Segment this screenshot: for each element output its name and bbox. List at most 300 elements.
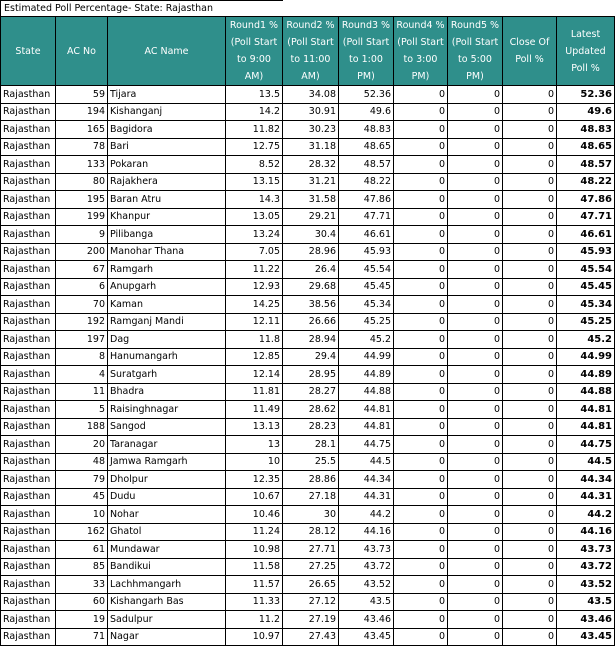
cell-round4: 0 — [394, 313, 448, 331]
table-row — [1, 471, 615, 489]
cell-ac-name: Bari — [108, 138, 226, 156]
cell-round4: 0 — [394, 366, 448, 384]
cell-ac-no: 59 — [56, 86, 108, 104]
cell-round2: 28.1 — [283, 436, 339, 454]
cell-round4: 0 — [394, 576, 448, 594]
cell-latest-updated: 43.5 — [557, 593, 615, 611]
cell-round3: 48.22 — [339, 173, 394, 191]
cell-round3: 45.25 — [339, 313, 394, 331]
cell-round1: 13.15 — [226, 173, 283, 191]
cell-round3: 43.73 — [339, 541, 394, 559]
table-row — [1, 401, 615, 419]
cell-round3: 49.6 — [339, 103, 394, 121]
cell-round1: 11.49 — [226, 401, 283, 419]
cell-round4: 0 — [394, 86, 448, 104]
cell-round4: 0 — [394, 261, 448, 279]
cell-close-of-poll: 0 — [503, 173, 557, 191]
cell-round3: 46.61 — [339, 226, 394, 244]
cell-latest-updated: 48.65 — [557, 138, 615, 156]
cell-latest-updated: 44.99 — [557, 348, 615, 366]
cell-state: Rajasthan — [1, 453, 56, 471]
cell-state: Rajasthan — [1, 383, 56, 401]
cell-ac-name: Ramgarh — [108, 261, 226, 279]
cell-ac-no: 45 — [56, 488, 108, 506]
cell-state: Rajasthan — [1, 156, 56, 174]
cell-ac-no: 195 — [56, 191, 108, 209]
cell-latest-updated: 43.52 — [557, 576, 615, 594]
cell-ac-no: 10 — [56, 506, 108, 524]
cell-round2: 30.4 — [283, 226, 339, 244]
cell-state: Rajasthan — [1, 436, 56, 454]
cell-latest-updated: 44.81 — [557, 401, 615, 419]
cell-round3: 45.34 — [339, 296, 394, 314]
cell-round3: 44.75 — [339, 436, 394, 454]
cell-round1: 11.33 — [226, 593, 283, 611]
cell-ac-no: 162 — [56, 523, 108, 541]
cell-round2: 38.56 — [283, 296, 339, 314]
cell-round3: 44.81 — [339, 401, 394, 419]
cell-close-of-poll: 0 — [503, 313, 557, 331]
header-round3: Round3 %(Poll Start to 1:00 PM) — [339, 17, 394, 86]
cell-state: Rajasthan — [1, 611, 56, 629]
cell-close-of-poll: 0 — [503, 628, 557, 646]
cell-round3: 44.5 — [339, 453, 394, 471]
cell-round3: 47.86 — [339, 191, 394, 209]
cell-ac-no: 199 — [56, 208, 108, 226]
cell-ac-no: 192 — [56, 313, 108, 331]
cell-round4: 0 — [394, 191, 448, 209]
cell-round4: 0 — [394, 523, 448, 541]
cell-round2: 28.62 — [283, 401, 339, 419]
cell-round2: 27.12 — [283, 593, 339, 611]
cell-round4: 0 — [394, 436, 448, 454]
cell-round2: 30.23 — [283, 121, 339, 139]
cell-state: Rajasthan — [1, 506, 56, 524]
cell-ac-no: 20 — [56, 436, 108, 454]
cell-ac-name: Kishanganj — [108, 103, 226, 121]
cell-ac-no: 48 — [56, 453, 108, 471]
cell-latest-updated: 45.45 — [557, 278, 615, 296]
cell-ac-no: 200 — [56, 243, 108, 261]
table-row — [1, 506, 615, 524]
cell-close-of-poll: 0 — [503, 558, 557, 576]
cell-ac-no: 165 — [56, 121, 108, 139]
cell-round5: 0 — [448, 628, 503, 646]
cell-state: Rajasthan — [1, 576, 56, 594]
cell-round4: 0 — [394, 331, 448, 349]
cell-round5: 0 — [448, 296, 503, 314]
cell-round5: 0 — [448, 576, 503, 594]
cell-round4: 0 — [394, 156, 448, 174]
cell-round5: 0 — [448, 418, 503, 436]
cell-round4: 0 — [394, 103, 448, 121]
cell-ac-name: Nohar — [108, 506, 226, 524]
header-round1: Round1 %(Poll Start to 9:00 AM) — [226, 17, 283, 86]
cell-ac-no: 85 — [56, 558, 108, 576]
cell-ac-no: 71 — [56, 628, 108, 646]
cell-round1: 10.98 — [226, 541, 283, 559]
cell-round3: 45.54 — [339, 261, 394, 279]
cell-round4: 0 — [394, 208, 448, 226]
cell-latest-updated: 46.61 — [557, 226, 615, 244]
cell-ac-name: Dholpur — [108, 471, 226, 489]
cell-round5: 0 — [448, 401, 503, 419]
cell-ac-name: Pilibanga — [108, 226, 226, 244]
cell-round5: 0 — [448, 103, 503, 121]
cell-state: Rajasthan — [1, 103, 56, 121]
cell-round1: 11.58 — [226, 558, 283, 576]
cell-state: Rajasthan — [1, 418, 56, 436]
cell-round2: 26.4 — [283, 261, 339, 279]
cell-state: Rajasthan — [1, 401, 56, 419]
cell-round2: 27.25 — [283, 558, 339, 576]
cell-round1: 11.57 — [226, 576, 283, 594]
cell-state: Rajasthan — [1, 296, 56, 314]
cell-latest-updated: 48.22 — [557, 173, 615, 191]
cell-ac-name: Hanumangarh — [108, 348, 226, 366]
table-row — [1, 226, 615, 244]
cell-round1: 12.85 — [226, 348, 283, 366]
cell-close-of-poll: 0 — [503, 331, 557, 349]
cell-close-of-poll: 0 — [503, 103, 557, 121]
cell-round4: 0 — [394, 243, 448, 261]
cell-round3: 44.81 — [339, 418, 394, 436]
cell-round4: 0 — [394, 401, 448, 419]
cell-ac-name: Lachhmangarh — [108, 576, 226, 594]
cell-round4: 0 — [394, 138, 448, 156]
cell-close-of-poll: 0 — [503, 86, 557, 104]
cell-round5: 0 — [448, 86, 503, 104]
cell-state: Rajasthan — [1, 208, 56, 226]
cell-state: Rajasthan — [1, 488, 56, 506]
cell-ac-name: Rajakhera — [108, 173, 226, 191]
cell-latest-updated: 43.46 — [557, 611, 615, 629]
cell-state: Rajasthan — [1, 191, 56, 209]
cell-ac-no: 4 — [56, 366, 108, 384]
cell-close-of-poll: 0 — [503, 121, 557, 139]
header-ac-name: AC Name — [108, 17, 226, 86]
cell-round2: 26.65 — [283, 576, 339, 594]
cell-round1: 12.93 — [226, 278, 283, 296]
cell-round5: 0 — [448, 191, 503, 209]
cell-round3: 44.89 — [339, 366, 394, 384]
cell-round3: 43.46 — [339, 611, 394, 629]
cell-round3: 44.31 — [339, 488, 394, 506]
cell-round1: 11.81 — [226, 383, 283, 401]
table-row — [1, 278, 615, 296]
table-row — [1, 103, 615, 121]
cell-round5: 0 — [448, 523, 503, 541]
cell-ac-name: Mundawar — [108, 541, 226, 559]
cell-ac-no: 60 — [56, 593, 108, 611]
table-row — [1, 191, 615, 209]
table-row — [1, 173, 615, 191]
cell-latest-updated: 52.36 — [557, 86, 615, 104]
cell-round4: 0 — [394, 173, 448, 191]
cell-latest-updated: 48.57 — [557, 156, 615, 174]
cell-round1: 10.46 — [226, 506, 283, 524]
cell-round2: 31.21 — [283, 173, 339, 191]
cell-close-of-poll: 0 — [503, 156, 557, 174]
table-row — [1, 296, 615, 314]
cell-round2: 28.96 — [283, 243, 339, 261]
cell-round3: 43.45 — [339, 628, 394, 646]
cell-round2: 31.58 — [283, 191, 339, 209]
header-close-of-poll: Close Of Poll % — [503, 17, 557, 86]
cell-ac-name: Bhadra — [108, 383, 226, 401]
cell-close-of-poll: 0 — [503, 523, 557, 541]
header-round5: Round5 %(Poll Start to 5:00 PM) — [448, 17, 503, 86]
cell-round5: 0 — [448, 348, 503, 366]
cell-round4: 0 — [394, 506, 448, 524]
cell-round2: 28.12 — [283, 523, 339, 541]
cell-round4: 0 — [394, 541, 448, 559]
cell-latest-updated: 44.81 — [557, 418, 615, 436]
table-row — [1, 453, 615, 471]
cell-ac-name: Ghatol — [108, 523, 226, 541]
cell-ac-no: 33 — [56, 576, 108, 594]
cell-ac-name: Dudu — [108, 488, 226, 506]
cell-ac-no: 194 — [56, 103, 108, 121]
cell-ac-name: Sadulpur — [108, 611, 226, 629]
cell-round3: 48.83 — [339, 121, 394, 139]
cell-round1: 11.22 — [226, 261, 283, 279]
cell-state: Rajasthan — [1, 243, 56, 261]
cell-close-of-poll: 0 — [503, 191, 557, 209]
table-row — [1, 436, 615, 454]
header-round4: Round4 %(Poll Start to 3:00 PM) — [394, 17, 448, 86]
cell-round4: 0 — [394, 611, 448, 629]
table-row — [1, 261, 615, 279]
cell-state: Rajasthan — [1, 226, 56, 244]
cell-round5: 0 — [448, 121, 503, 139]
table-row — [1, 366, 615, 384]
cell-round2: 28.95 — [283, 366, 339, 384]
header-round2: Round2 %(Poll Start to 11:00 AM) — [283, 17, 339, 86]
cell-round2: 29.4 — [283, 348, 339, 366]
cell-round3: 45.2 — [339, 331, 394, 349]
cell-close-of-poll: 0 — [503, 541, 557, 559]
cell-close-of-poll: 0 — [503, 488, 557, 506]
cell-round2: 29.68 — [283, 278, 339, 296]
cell-ac-no: 70 — [56, 296, 108, 314]
cell-state: Rajasthan — [1, 261, 56, 279]
cell-latest-updated: 47.71 — [557, 208, 615, 226]
cell-round5: 0 — [448, 593, 503, 611]
cell-round5: 0 — [448, 558, 503, 576]
cell-round2: 27.18 — [283, 488, 339, 506]
cell-ac-no: 79 — [56, 471, 108, 489]
cell-round4: 0 — [394, 453, 448, 471]
cell-round1: 13.5 — [226, 86, 283, 104]
cell-latest-updated: 48.83 — [557, 121, 615, 139]
cell-latest-updated: 45.54 — [557, 261, 615, 279]
cell-state: Rajasthan — [1, 313, 56, 331]
cell-round3: 44.34 — [339, 471, 394, 489]
cell-close-of-poll: 0 — [503, 278, 557, 296]
cell-state: Rajasthan — [1, 523, 56, 541]
cell-latest-updated: 45.34 — [557, 296, 615, 314]
cell-latest-updated: 49.6 — [557, 103, 615, 121]
cell-round1: 12.14 — [226, 366, 283, 384]
cell-round4: 0 — [394, 383, 448, 401]
cell-round2: 28.23 — [283, 418, 339, 436]
cell-round5: 0 — [448, 611, 503, 629]
cell-close-of-poll: 0 — [503, 296, 557, 314]
cell-ac-name: Kaman — [108, 296, 226, 314]
cell-round3: 45.45 — [339, 278, 394, 296]
cell-latest-updated: 44.75 — [557, 436, 615, 454]
cell-close-of-poll: 0 — [503, 418, 557, 436]
cell-round5: 0 — [448, 208, 503, 226]
cell-ac-name: Bagidora — [108, 121, 226, 139]
cell-close-of-poll: 0 — [503, 348, 557, 366]
cell-ac-no: 78 — [56, 138, 108, 156]
cell-close-of-poll: 0 — [503, 226, 557, 244]
cell-round5: 0 — [448, 313, 503, 331]
header-row — [1, 17, 615, 86]
cell-state: Rajasthan — [1, 121, 56, 139]
cell-round4: 0 — [394, 226, 448, 244]
cell-round4: 0 — [394, 348, 448, 366]
cell-ac-name: Kishangarh Bas — [108, 593, 226, 611]
cell-round5: 0 — [448, 156, 503, 174]
cell-state: Rajasthan — [1, 173, 56, 191]
cell-round3: 48.65 — [339, 138, 394, 156]
cell-close-of-poll: 0 — [503, 383, 557, 401]
cell-round5: 0 — [448, 541, 503, 559]
cell-state: Rajasthan — [1, 138, 56, 156]
cell-round4: 0 — [394, 296, 448, 314]
cell-round5: 0 — [448, 243, 503, 261]
cell-ac-no: 19 — [56, 611, 108, 629]
cell-round5: 0 — [448, 488, 503, 506]
cell-state: Rajasthan — [1, 366, 56, 384]
table-row — [1, 611, 615, 629]
cell-round5: 0 — [448, 278, 503, 296]
cell-round2: 30.91 — [283, 103, 339, 121]
cell-round5: 0 — [448, 226, 503, 244]
cell-round4: 0 — [394, 418, 448, 436]
cell-state: Rajasthan — [1, 471, 56, 489]
cell-round5: 0 — [448, 383, 503, 401]
table-row — [1, 383, 615, 401]
cell-round1: 10 — [226, 453, 283, 471]
cell-round1: 14.25 — [226, 296, 283, 314]
cell-round2: 25.5 — [283, 453, 339, 471]
cell-round1: 13.24 — [226, 226, 283, 244]
cell-round5: 0 — [448, 471, 503, 489]
cell-ac-name: Suratgarh — [108, 366, 226, 384]
cell-latest-updated: 44.89 — [557, 366, 615, 384]
header-latest-updated: Latest Updated Poll % — [557, 17, 615, 86]
header-ac-no: AC No — [56, 17, 108, 86]
cell-round4: 0 — [394, 488, 448, 506]
cell-close-of-poll: 0 — [503, 208, 557, 226]
cell-ac-no: 9 — [56, 226, 108, 244]
cell-round1: 11.24 — [226, 523, 283, 541]
table-body — [1, 86, 615, 646]
cell-round2: 30 — [283, 506, 339, 524]
cell-ac-name: Manohar Thana — [108, 243, 226, 261]
table-row — [1, 208, 615, 226]
cell-ac-no: 197 — [56, 331, 108, 349]
cell-ac-name: Khanpur — [108, 208, 226, 226]
table-row — [1, 121, 615, 139]
cell-round2: 27.43 — [283, 628, 339, 646]
table-row — [1, 86, 615, 104]
cell-round5: 0 — [448, 453, 503, 471]
cell-latest-updated: 44.31 — [557, 488, 615, 506]
table-row — [1, 541, 615, 559]
cell-round3: 45.93 — [339, 243, 394, 261]
cell-round5: 0 — [448, 436, 503, 454]
cell-round3: 44.2 — [339, 506, 394, 524]
cell-close-of-poll: 0 — [503, 471, 557, 489]
cell-ac-name: Pokaran — [108, 156, 226, 174]
cell-round3: 48.57 — [339, 156, 394, 174]
cell-close-of-poll: 0 — [503, 366, 557, 384]
cell-round3: 44.16 — [339, 523, 394, 541]
cell-round4: 0 — [394, 628, 448, 646]
table-row — [1, 593, 615, 611]
cell-ac-name: Nagar — [108, 628, 226, 646]
table-row — [1, 523, 615, 541]
cell-ac-name: Tijara — [108, 86, 226, 104]
cell-close-of-poll: 0 — [503, 243, 557, 261]
table-row — [1, 156, 615, 174]
cell-latest-updated: 47.86 — [557, 191, 615, 209]
cell-latest-updated: 43.72 — [557, 558, 615, 576]
cell-round1: 14.3 — [226, 191, 283, 209]
cell-state: Rajasthan — [1, 278, 56, 296]
table-row — [1, 348, 615, 366]
cell-ac-no: 80 — [56, 173, 108, 191]
cell-state: Rajasthan — [1, 628, 56, 646]
cell-round1: 11.8 — [226, 331, 283, 349]
cell-round5: 0 — [448, 173, 503, 191]
cell-ac-name: Anupgarh — [108, 278, 226, 296]
cell-close-of-poll: 0 — [503, 593, 557, 611]
cell-round2: 27.19 — [283, 611, 339, 629]
cell-round5: 0 — [448, 366, 503, 384]
cell-round5: 0 — [448, 331, 503, 349]
cell-round1: 10.67 — [226, 488, 283, 506]
cell-latest-updated: 45.93 — [557, 243, 615, 261]
cell-round5: 0 — [448, 261, 503, 279]
cell-latest-updated: 44.88 — [557, 383, 615, 401]
table-row — [1, 138, 615, 156]
cell-round3: 43.52 — [339, 576, 394, 594]
cell-round1: 7.05 — [226, 243, 283, 261]
cell-round2: 28.32 — [283, 156, 339, 174]
cell-round3: 44.88 — [339, 383, 394, 401]
sheet-title: Estimated Poll Percentage- State: Rajasthan — [0, 0, 283, 16]
cell-round1: 13.05 — [226, 208, 283, 226]
cell-round4: 0 — [394, 558, 448, 576]
cell-close-of-poll: 0 — [503, 436, 557, 454]
cell-round4: 0 — [394, 593, 448, 611]
cell-ac-no: 8 — [56, 348, 108, 366]
cell-state: Rajasthan — [1, 541, 56, 559]
cell-state: Rajasthan — [1, 86, 56, 104]
cell-round3: 43.72 — [339, 558, 394, 576]
cell-round3: 52.36 — [339, 86, 394, 104]
cell-round4: 0 — [394, 471, 448, 489]
table-row — [1, 418, 615, 436]
cell-round2: 28.86 — [283, 471, 339, 489]
cell-round1: 11.82 — [226, 121, 283, 139]
